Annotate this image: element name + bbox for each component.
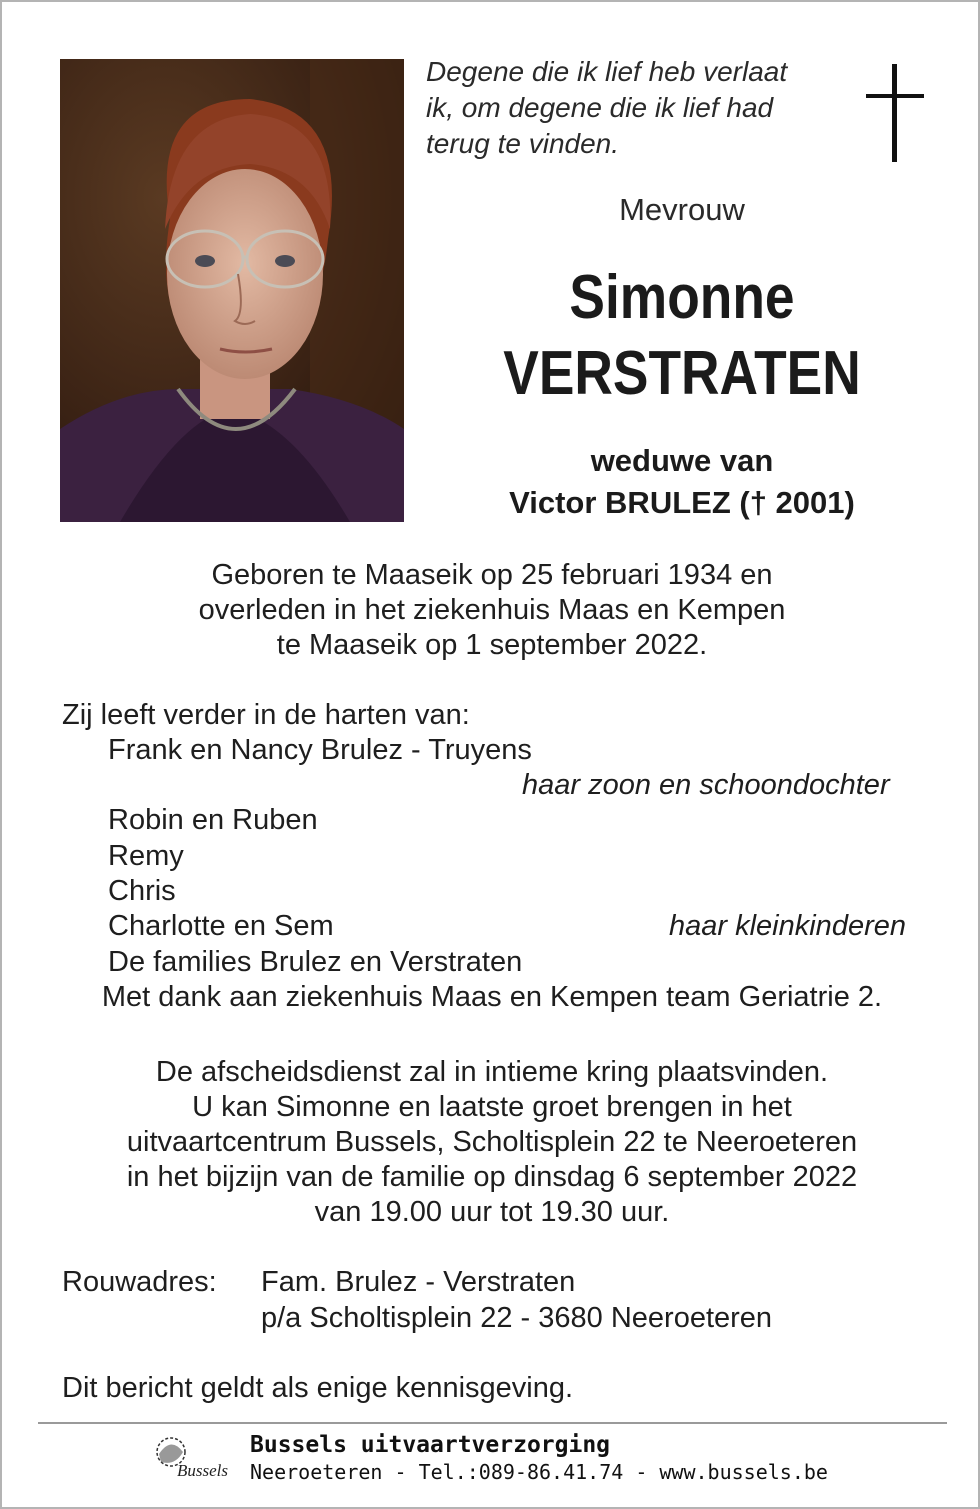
spouse-name: Victor BRULEZ († 2001) (509, 485, 855, 520)
relative-grandchild: Charlotte en Sem (108, 910, 334, 942)
deceased-name (467, 260, 897, 412)
quote (426, 54, 846, 162)
quote-line: Degene die ik lief heb verlaat (426, 56, 788, 87)
first-name: Simonne (569, 263, 795, 332)
mourning-address-label: Rouwadres: (62, 1266, 217, 1298)
portrait-photo (60, 59, 404, 522)
relative-grandchild: Chris (108, 875, 176, 907)
mourning-address-line: p/a Scholtisplein 22 - 3680 Neeroeteren (261, 1302, 773, 1334)
service-line: van 19.00 uur tot 19.30 uur. (314, 1196, 670, 1228)
logo-text: Bussels (177, 1461, 228, 1480)
relative-son: Frank en Nancy Brulez - Truyens (108, 734, 532, 766)
relative-grandchild: Robin en Ruben (108, 804, 318, 836)
relative-grandchild: Remy (108, 840, 184, 872)
birth-death-line: overleden in het ziekenhuis Maas en Kempen (198, 594, 786, 626)
notice-text: Dit bericht geldt als enige kennisgeving. (62, 1372, 574, 1404)
bussels-logo (149, 1432, 237, 1488)
footer-divider (38, 1422, 947, 1424)
cross-icon (866, 64, 924, 162)
service-line: uitvaartcentrum Bussels, Scholtisplein 22 te Neeroeteren (126, 1126, 858, 1158)
thanks-note: Met dank aan ziekenhuis Maas en Kempen team Geriatrie 2. (101, 981, 883, 1013)
last-name: VERSTRATEN (503, 339, 861, 408)
service-line: in het bijzijn van de familie op dinsdag 6 september 2022 (126, 1161, 858, 1193)
birth-death-info (2, 558, 980, 663)
widow-label: weduwe van (590, 443, 774, 478)
mourning-address-line: Fam. Brulez - Verstraten (261, 1266, 576, 1298)
quote-line: ik, om degene die ik lief had (426, 92, 774, 123)
company-contact: Neeroeteren - Tel.:089-86.41.74 - www.bussels.be (250, 1460, 828, 1484)
quote-line: terug te vinden. (426, 128, 620, 159)
relatives-intro: Zij leeft verder in de harten van: (62, 699, 470, 731)
relation-son: haar zoon en schoondochter (522, 769, 890, 801)
service-line: U kan Simonne en laatste groet brengen in het (192, 1091, 792, 1123)
widow-of (432, 440, 932, 524)
honorific: Mevrouw (619, 192, 745, 227)
company-name: Bussels uitvaartverzorging (250, 1432, 611, 1458)
service-info (2, 1055, 980, 1230)
birth-death-line: te Maaseik op 1 september 2022. (276, 629, 708, 661)
birth-death-line: Geboren te Maaseik op 25 februari 1934 en (211, 559, 773, 591)
relative-families: De families Brulez en Verstraten (108, 946, 523, 978)
relation-grandchildren: haar kleinkinderen (669, 910, 906, 942)
service-line: De afscheidsdienst zal in intieme kring plaatsvinden. (155, 1056, 829, 1088)
portrait-illustration (60, 59, 404, 522)
